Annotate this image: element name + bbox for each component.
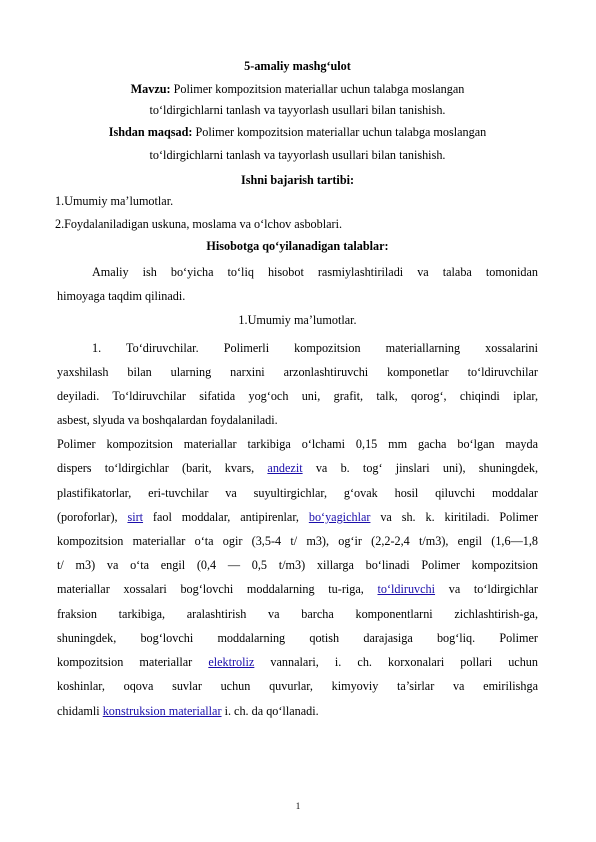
mavzu-label: Mavzu: — [130, 82, 171, 96]
text-span: materiallar xossalari bog‘lovchi moddalarning tu-riga, — [57, 582, 378, 596]
paragraph-1-line-2: yaxshilash bilan ularning narxini arzonlashtiruvchi komponetlar to‘ldiruvchilar — [57, 365, 538, 379]
maqsad-line — [57, 124, 538, 140]
text-span: va to‘ldirgichlar — [435, 582, 538, 596]
paragraph-2-line-7 — [57, 581, 538, 597]
link-andezit[interactable]: andezit — [267, 461, 303, 475]
text-span: va b. tog‘ jinslari uni), shuningdek, — [302, 461, 539, 475]
paragraph-2-line-3: plastifikatorlar, eri-tuvchilar va suyultirgichlar, g‘ovak hosil qiluvchi moddalar — [57, 486, 538, 500]
text-span: kompozitsion materiallar — [57, 655, 209, 669]
text-span: (poroforlar), — [57, 510, 128, 524]
paragraph-2-line-5: kompozitsion materiallar o‘ta ogir (3,5-4 t/ m3), og‘ir (2,2-2,4 t/m3), engil (1,6—1,8 — [57, 534, 538, 548]
talablar-paragraph-line-2: himoyaga taqdim qilinadi. — [57, 289, 186, 303]
link-konstruksion-materiallar[interactable]: konstruksion materiallar — [102, 704, 222, 718]
section-heading: 1.Umumiy ma’lumotlar. — [238, 313, 357, 327]
text-span: dispers to‘ldirgichlar (barit, kvars, — [57, 461, 268, 475]
maqsad-line-2: to‘ldirgichlarni tanlash va tayyorlash usullari bilan tanishish. — [149, 148, 446, 162]
paragraph-1-line-4: asbest, slyuda va boshqalardan foydalaniladi. — [57, 413, 278, 427]
paragraph-2-line-8: fraksion tarkibiga, aralashtirish va barcha komponentlarni zichlashtirish-ga, — [57, 607, 538, 621]
link-elektroliz[interactable]: elektroliz — [208, 655, 255, 669]
link-sirt[interactable]: sirt — [127, 510, 144, 524]
paragraph-2-line-10 — [57, 654, 538, 670]
maqsad-label: Ishdan maqsad: — [108, 125, 193, 139]
paragraph-2-line-2 — [57, 460, 538, 476]
text-span: va sh. k. kiritiladi. Polimer — [370, 510, 538, 524]
link-toldiruvchi[interactable]: to‘ldiruvchi — [377, 582, 436, 596]
paragraph-1-line-1: 1. To‘diruvchilar. Polimerli kompozitsion materiallarning xossalarini — [92, 341, 538, 355]
tartib-item-1: 1.Umumiy ma’lumotlar. — [55, 194, 174, 208]
paragraph-1-line-3: deyiladi. To‘ldiruvchilar sifatida yog‘och uni, grafit, talk, qorog‘, chiqindi iplar, — [57, 389, 538, 403]
maqsad-text: Polimer kompozitsion materiallar uchun talabga moslangan — [192, 125, 487, 139]
tartib-item-2: 2.Foydalaniladigan uskuna, moslama va o‘lchov asboblari. — [55, 217, 343, 231]
talablar-paragraph-line-1: Amaliy ish bo‘yicha to‘liq hisobot rasmiylashtiriladi va talaba tomonidan — [92, 265, 538, 279]
paragraph-2-line-12 — [57, 703, 538, 719]
paragraph-2-line-6: t/ m3) va o‘ta engil (0,4 — 0,5 t/m3) xillarga bo‘linadi Polimer kompozitsion — [57, 558, 538, 572]
paragraph-2-line-1: Polimer kompozitsion materiallar tarkibiga o‘lchami 0,15 mm gacha bo‘lgan mayda — [57, 437, 538, 451]
paragraph-2-line-9: shuningdek, bog‘lovchi moddalarning qotish darajasiga bog‘liq. Polimer — [57, 631, 538, 645]
paragraph-2-line-4 — [57, 509, 538, 525]
mavzu-line — [57, 81, 538, 97]
talablar-heading: Hisobotga qo‘yilanadigan talablar: — [206, 239, 389, 253]
page-number: 1 — [295, 801, 301, 811]
tartib-heading: Ishni bajarish tartibi: — [240, 173, 355, 187]
mavzu-text: Polimer kompozitsion materiallar uchun talabga moslangan — [170, 82, 465, 96]
mavzu-line-2: to‘ldirgichlarni tanlash va tayyorlash usullari bilan tanishish. — [149, 103, 446, 117]
text-span: i. ch. da qo‘llanadi. — [221, 704, 319, 718]
text-span: vannalari, i. ch. korxonalari pollari uchun — [254, 655, 538, 669]
paragraph-2-line-11: koshinlar, oqova suvlar uchun quvurlar, kimyoviy ta’sirlar va emirilishga — [57, 679, 538, 693]
text-span: faol moddalar, antipirenlar, — [143, 510, 309, 524]
document-title: 5-amaliy mashg‘ulot — [244, 59, 351, 73]
link-boyagichlar[interactable]: bo‘yagichlar — [308, 510, 371, 524]
text-span: chidamli — [57, 704, 103, 718]
